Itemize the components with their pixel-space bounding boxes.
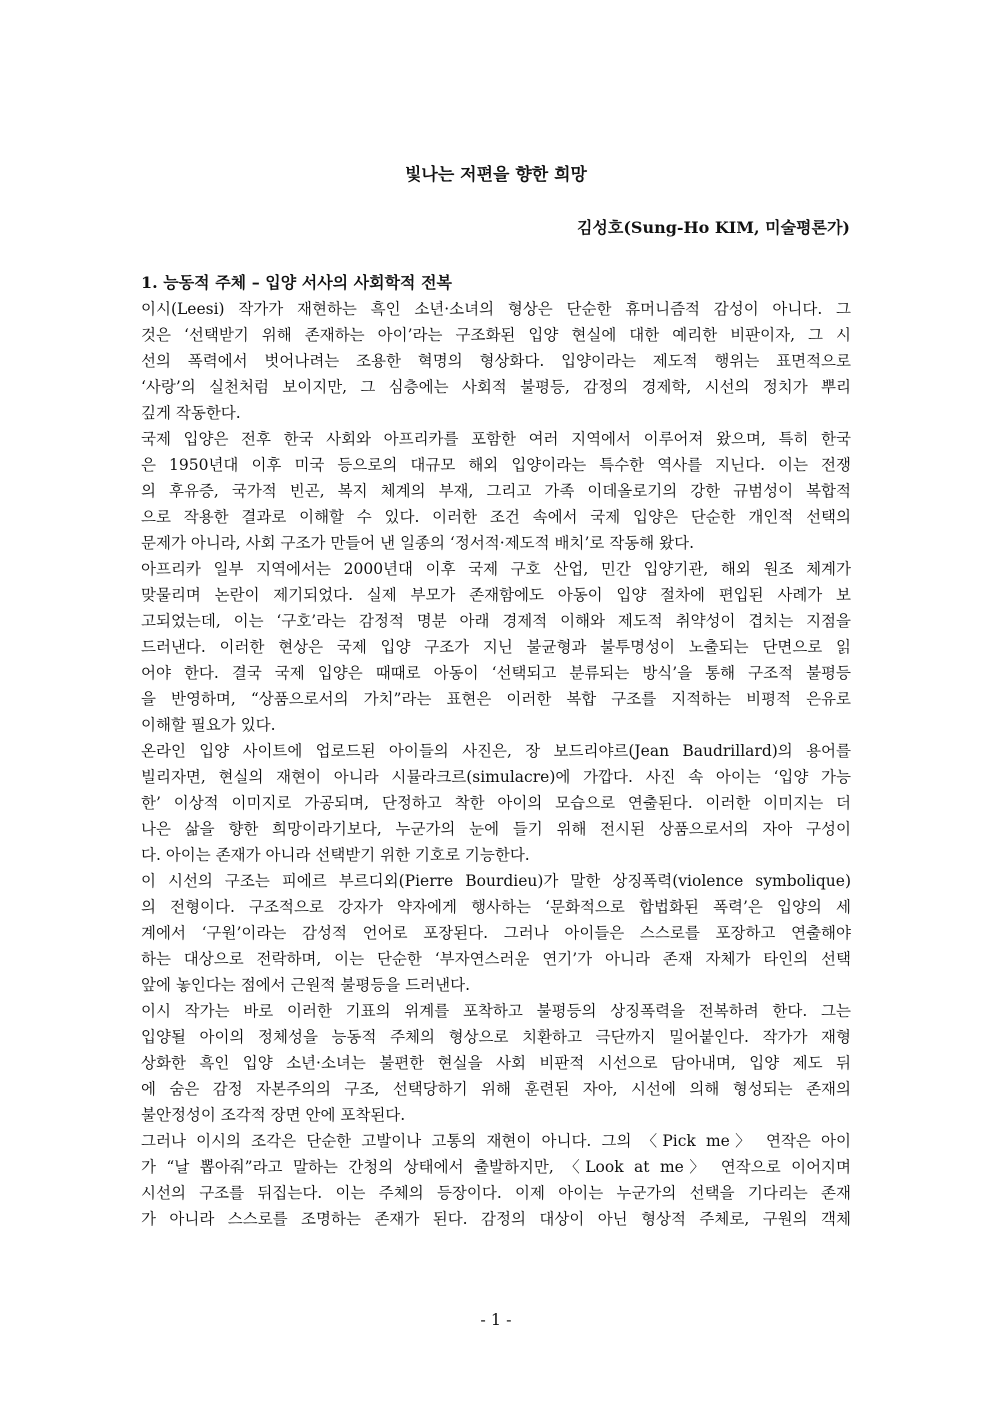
text-line: 시선의 구조를 뒤집는다. 이는 주체의 등장이다. 이제 아이는 누군가의 선택을 기다리는 존재	[141, 1184, 851, 1202]
text-line: 을 반영하며, “상품으로서의 가치”라는 표현은 이러한 복합 구조를 지적하는 비평적 은유로	[141, 690, 851, 708]
text-line: 이시 작가는 바로 이러한 기표의 위계를 포착하고 불평등의 상징폭력을 전복하려 한다. 그는	[141, 1002, 851, 1020]
text-line: 이해할 필요가 있다.	[141, 716, 276, 734]
paragraph	[141, 556, 851, 738]
text-line: 드러낸다. 이러한 현상은 국제 입양 구조가 지닌 불균형과 불투명성이 노출되는 단면으로 읽	[141, 638, 851, 656]
page-number: - 1 -	[480, 1310, 512, 1329]
text-line: 이시(Leesi) 작가가 재현하는 흑인 소년·소녀의 형상은 단순한 휴머니즘적 감성이 아니다. 그	[141, 300, 851, 318]
text-line: 고되었는데, 이는 ‘구호’라는 감정적 명분 아래 경제적 이해와 제도적 취약성이 겹치는 지점을	[141, 612, 851, 630]
text-line: 그러나 이시의 조각은 단순한 고발이나 고통의 재현이 아니다. 그의 〈Pick me〉 연작은 아이	[141, 1132, 851, 1150]
paragraph	[141, 868, 851, 998]
text-line: 의 후유증, 국가적 빈곤, 복지 체계의 부재, 그리고 가족 이데올로기의 강한 규범성이 복합적	[141, 482, 851, 500]
document-body	[141, 270, 851, 1232]
paragraph	[141, 426, 851, 556]
section-heading: 1. 능동적 주체 – 입양 서사의 사회학적 전복	[141, 273, 452, 292]
text-line: 빌리자면, 현실의 재현이 아니라 시뮬라크르(simulacre)에 가깝다. 사진 속 아이는 ‘입양 가능	[141, 768, 851, 786]
text-line: 불안정성이 조각적 장면 안에 포착된다.	[141, 1106, 406, 1124]
paragraph	[141, 1128, 851, 1232]
text-line: 선의 폭력에서 벗어나려는 조용한 혁명의 형상화다. 입양이라는 제도적 행위는 표면적으로	[141, 352, 851, 370]
text-line: 의 전형이다. 구조적으로 강자가 약자에게 행사하는 ‘문화적으로 합법화된 폭력’은 입양의 세	[141, 898, 851, 916]
text-line: 가 “날 뽑아줘”라고 말하는 간청의 상태에서 출발하지만, 〈Look at me〉 연작으로 이어지며	[141, 1158, 851, 1176]
text-line: 으로 작용한 결과로 이해할 수 있다. 이러한 조건 속에서 국제 입양은 단순한 개인적 선택의	[141, 508, 851, 526]
text-line: 가 아니라 스스로를 조명하는 존재가 된다. 감정의 대상이 아닌 형상적 주체로, 구원의 객체	[141, 1210, 851, 1228]
text-line: 문제가 아니라, 사회 구조가 만들어 낸 일종의 ‘정서적·제도적 배치’로 작동해 왔다.	[141, 534, 695, 552]
text-line: 하는 대상으로 전락하며, 이는 단순한 ‘부자연스러운 연기’가 아니라 존재 자체가 타인의 선택	[141, 950, 851, 968]
text-line: 나은 삶을 향한 희망이라기보다, 누군가의 눈에 들기 위해 전시된 상품으로서의 자아 구성이	[141, 820, 851, 838]
text-line: 맞물리며 논란이 제기되었다. 실제 부모가 존재함에도 아동이 입양 절차에 편입된 사례가 보	[141, 586, 851, 604]
text-line: 상화한 흑인 입양 소년·소녀는 불편한 현실을 사회 비판적 시선으로 담아내며, 입양 제도 뒤	[141, 1054, 851, 1072]
document-title: 빛나는 저편을 향한 희망	[405, 165, 587, 185]
text-line: 입양될 아이의 정체성을 능동적 주체의 형상으로 치환하고 극단까지 밀어붙인다. 작가가 재형	[141, 1028, 851, 1046]
text-line: 어야 한다. 결국 국제 입양은 때때로 아동이 ‘선택되고 분류되는 방식’을 통해 구조적 불평등	[141, 664, 851, 682]
text-line: 이 시선의 구조는 피에르 부르디외(Pierre Bourdieu)가 말한 상징폭력(violence symbolique)	[141, 872, 851, 890]
paragraph	[141, 998, 851, 1128]
text-line: 것은 ‘선택받기 위해 존재하는 아이’라는 구조화된 입양 현실에 대한 예리한 비판이자, 그 시	[141, 326, 851, 344]
text-line: 깊게 작동한다.	[141, 404, 241, 422]
text-line: 은 1950년대 이후 미국 등으로의 대규모 해외 입양이라는 특수한 역사를 지닌다. 이는 전쟁	[141, 456, 851, 474]
text-line: 에 숨은 감정 자본주의의 구조, 선택당하기 위해 훈련된 자아, 시선에 의해 형성되는 존재의	[141, 1080, 851, 1098]
text-line: 다. 아이는 존재가 아니라 선택받기 위한 기호로 기능한다.	[141, 846, 530, 864]
text-line: 온라인 입양 사이트에 업로드된 아이들의 사진은, 장 보드리야르(Jean Baudrillard)의 용어를	[141, 742, 851, 760]
paragraph	[141, 296, 851, 426]
text-line: 앞에 놓인다는 점에서 근원적 불평등을 드러낸다.	[141, 976, 471, 994]
text-line: 아프리카 일부 지역에서는 2000년대 이후 국제 구호 산업, 민간 입양기관, 해외 원조 체계가	[141, 560, 851, 578]
author-byline: 김성호(Sung-Ho KIM, 미술평론가)	[576, 218, 850, 237]
text-line: ‘사랑’의 실천처럼 보이지만, 그 심층에는 사회적 불평등, 감정의 경제학, 시선의 정치가 뿌리	[141, 378, 851, 396]
text-line: 한’ 이상적 이미지로 가공되며, 단정하고 착한 아이의 모습으로 연출된다. 이러한 이미지는 더	[141, 794, 851, 812]
paragraph	[141, 738, 851, 868]
text-line: 국제 입양은 전후 한국 사회와 아프리카를 포함한 여러 지역에서 이루어져 왔으며, 특히 한국	[141, 430, 851, 448]
text-line: 계에서 ‘구원’이라는 감성적 언어로 포장된다. 그러나 아이들은 스스로를 포장하고 연출해야	[141, 924, 851, 942]
